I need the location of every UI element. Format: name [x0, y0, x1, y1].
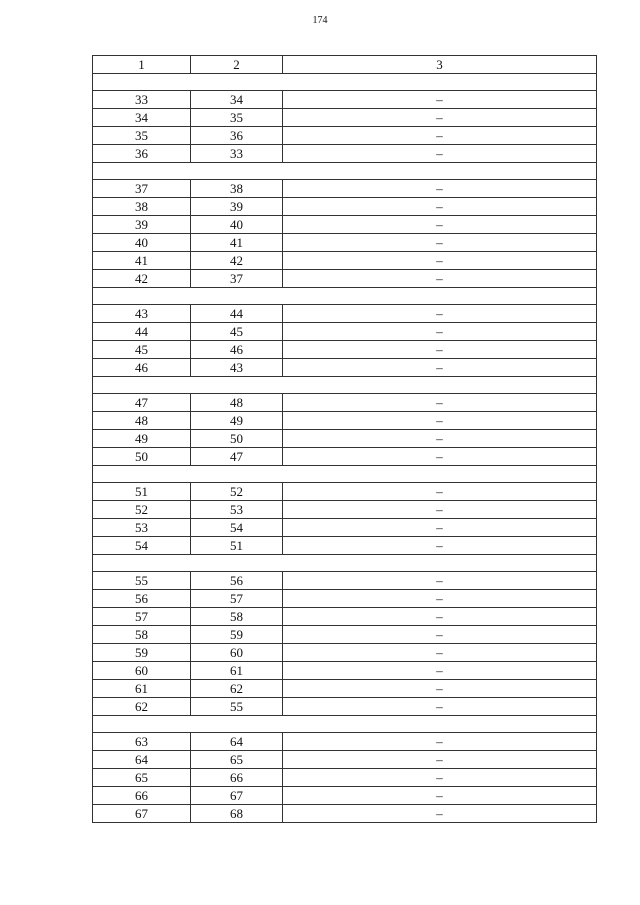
table-row [93, 626, 597, 644]
cell-col-3: – [283, 537, 597, 555]
cell-col-3: – [283, 448, 597, 466]
cell-col-3: – [283, 305, 597, 323]
separator-cell [93, 716, 597, 733]
cell-col-3: – [283, 733, 597, 751]
separator-cell [93, 163, 597, 180]
cell-col-2: 65 [191, 751, 283, 769]
separator-cell [93, 555, 597, 572]
cell-col-1: 44 [93, 323, 191, 341]
group-separator-row [93, 716, 597, 733]
table-row [93, 644, 597, 662]
separator-cell [93, 74, 597, 91]
header-cell-1: 1 [93, 56, 191, 74]
cell-col-3: – [283, 590, 597, 608]
cell-col-3: – [283, 216, 597, 234]
cell-col-3: – [283, 359, 597, 377]
table-row [93, 270, 597, 288]
table-row [93, 109, 597, 127]
table-row [93, 608, 597, 626]
cell-col-1: 66 [93, 787, 191, 805]
cell-col-2: 44 [191, 305, 283, 323]
table-row [93, 769, 597, 787]
cell-col-2: 51 [191, 537, 283, 555]
group-separator-row [93, 555, 597, 572]
table-row [93, 519, 597, 537]
cell-col-1: 67 [93, 805, 191, 823]
table-body [93, 74, 597, 823]
cell-col-3: – [283, 626, 597, 644]
group-separator-row [93, 74, 597, 91]
cell-col-2: 39 [191, 198, 283, 216]
cell-col-3: – [283, 572, 597, 590]
cell-col-2: 33 [191, 145, 283, 163]
table-row [93, 537, 597, 555]
table-row [93, 751, 597, 769]
cell-col-1: 41 [93, 252, 191, 270]
cell-col-1: 48 [93, 412, 191, 430]
cell-col-1: 49 [93, 430, 191, 448]
cell-col-1: 60 [93, 662, 191, 680]
table-row [93, 662, 597, 680]
cell-col-3: – [283, 341, 597, 359]
cell-col-2: 50 [191, 430, 283, 448]
cell-col-2: 57 [191, 590, 283, 608]
table-row [93, 501, 597, 519]
cell-col-3: – [283, 127, 597, 145]
cell-col-1: 33 [93, 91, 191, 109]
cell-col-2: 37 [191, 270, 283, 288]
cell-col-3: – [283, 662, 597, 680]
cell-col-2: 48 [191, 394, 283, 412]
data-table [92, 55, 597, 823]
cell-col-3: – [283, 394, 597, 412]
cell-col-3: – [283, 698, 597, 716]
cell-col-1: 53 [93, 519, 191, 537]
cell-col-1: 61 [93, 680, 191, 698]
table-row [93, 590, 597, 608]
cell-col-3: – [283, 430, 597, 448]
cell-col-1: 34 [93, 109, 191, 127]
table-row [93, 305, 597, 323]
cell-col-3: – [283, 680, 597, 698]
table-row [93, 572, 597, 590]
cell-col-1: 64 [93, 751, 191, 769]
cell-col-1: 37 [93, 180, 191, 198]
page-number: 174 [312, 15, 328, 26]
table-row [93, 323, 597, 341]
table-row [93, 234, 597, 252]
cell-col-2: 61 [191, 662, 283, 680]
table-row [93, 359, 597, 377]
cell-col-3: – [283, 180, 597, 198]
cell-col-3: – [283, 787, 597, 805]
table-row [93, 216, 597, 234]
separator-cell [93, 466, 597, 483]
cell-col-2: 59 [191, 626, 283, 644]
cell-col-3: – [283, 608, 597, 626]
cell-col-2: 67 [191, 787, 283, 805]
cell-col-2: 66 [191, 769, 283, 787]
cell-col-2: 68 [191, 805, 283, 823]
table-row [93, 180, 597, 198]
cell-col-3: – [283, 412, 597, 430]
table-row [93, 483, 597, 501]
group-separator-row [93, 466, 597, 483]
cell-col-1: 38 [93, 198, 191, 216]
cell-col-1: 39 [93, 216, 191, 234]
table-row [93, 91, 597, 109]
cell-col-3: – [283, 519, 597, 537]
cell-col-3: – [283, 234, 597, 252]
table-row [93, 430, 597, 448]
cell-col-2: 56 [191, 572, 283, 590]
table-row [93, 145, 597, 163]
table-row [93, 412, 597, 430]
table-row [93, 127, 597, 145]
cell-col-1: 52 [93, 501, 191, 519]
table-row [93, 787, 597, 805]
table-row [93, 805, 597, 823]
cell-col-1: 35 [93, 127, 191, 145]
cell-col-2: 38 [191, 180, 283, 198]
cell-col-1: 51 [93, 483, 191, 501]
cell-col-2: 58 [191, 608, 283, 626]
cell-col-3: – [283, 91, 597, 109]
cell-col-3: – [283, 198, 597, 216]
cell-col-1: 57 [93, 608, 191, 626]
cell-col-3: – [283, 145, 597, 163]
cell-col-2: 54 [191, 519, 283, 537]
table-row [93, 733, 597, 751]
cell-col-1: 40 [93, 234, 191, 252]
cell-col-1: 58 [93, 626, 191, 644]
cell-col-2: 45 [191, 323, 283, 341]
cell-col-2: 43 [191, 359, 283, 377]
group-separator-row [93, 377, 597, 394]
cell-col-1: 43 [93, 305, 191, 323]
cell-col-1: 62 [93, 698, 191, 716]
cell-col-2: 62 [191, 680, 283, 698]
cell-col-2: 36 [191, 127, 283, 145]
cell-col-2: 47 [191, 448, 283, 466]
header-row [93, 56, 597, 74]
cell-col-2: 40 [191, 216, 283, 234]
cell-col-2: 53 [191, 501, 283, 519]
cell-col-1: 47 [93, 394, 191, 412]
cell-col-3: – [283, 805, 597, 823]
cell-col-2: 64 [191, 733, 283, 751]
group-separator-row [93, 288, 597, 305]
cell-col-1: 59 [93, 644, 191, 662]
cell-col-1: 56 [93, 590, 191, 608]
cell-col-2: 42 [191, 252, 283, 270]
cell-col-2: 35 [191, 109, 283, 127]
separator-cell [93, 377, 597, 394]
cell-col-2: 52 [191, 483, 283, 501]
cell-col-3: – [283, 751, 597, 769]
cell-col-2: 60 [191, 644, 283, 662]
cell-col-2: 55 [191, 698, 283, 716]
cell-col-1: 42 [93, 270, 191, 288]
table-row [93, 394, 597, 412]
header-cell-3: 3 [283, 56, 597, 74]
group-separator-row [93, 163, 597, 180]
cell-col-1: 36 [93, 145, 191, 163]
cell-col-3: – [283, 252, 597, 270]
cell-col-3: – [283, 483, 597, 501]
table-row [93, 448, 597, 466]
table-row [93, 198, 597, 216]
cell-col-1: 54 [93, 537, 191, 555]
table-row [93, 341, 597, 359]
cell-col-1: 45 [93, 341, 191, 359]
cell-col-1: 50 [93, 448, 191, 466]
cell-col-2: 34 [191, 91, 283, 109]
cell-col-3: – [283, 109, 597, 127]
cell-col-3: – [283, 270, 597, 288]
cell-col-1: 55 [93, 572, 191, 590]
table-row [93, 680, 597, 698]
cell-col-3: – [283, 769, 597, 787]
header-cell-2: 2 [191, 56, 283, 74]
cell-col-1: 46 [93, 359, 191, 377]
cell-col-1: 63 [93, 733, 191, 751]
separator-cell [93, 288, 597, 305]
table-row [93, 252, 597, 270]
cell-col-3: – [283, 323, 597, 341]
cell-col-3: – [283, 644, 597, 662]
cell-col-2: 49 [191, 412, 283, 430]
cell-col-2: 41 [191, 234, 283, 252]
cell-col-2: 46 [191, 341, 283, 359]
table-row [93, 698, 597, 716]
cell-col-3: – [283, 501, 597, 519]
cell-col-1: 65 [93, 769, 191, 787]
